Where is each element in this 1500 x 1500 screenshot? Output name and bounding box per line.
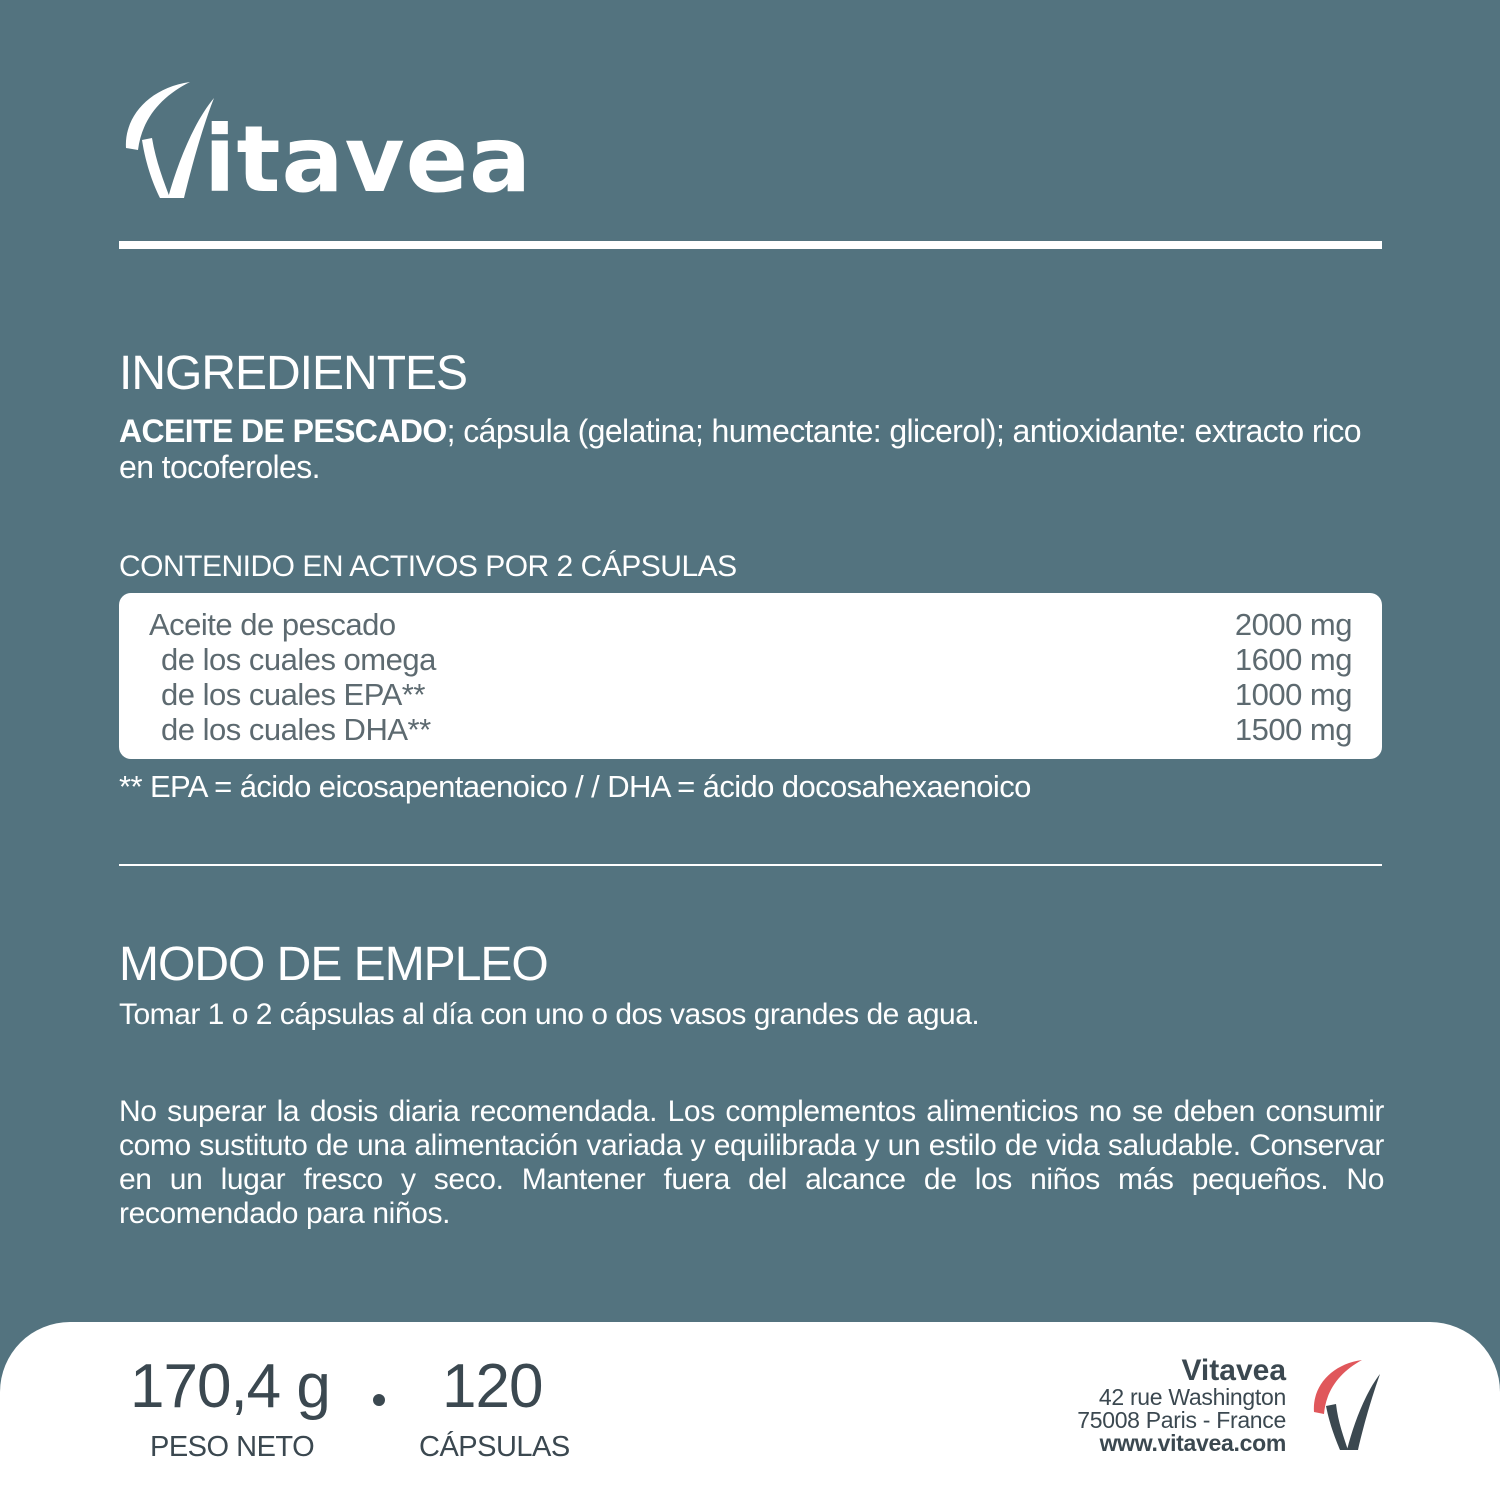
active-name: de los cuales EPA** <box>161 677 425 712</box>
vitavea-leaf-mark-icon <box>118 78 218 202</box>
actives-row <box>119 677 1382 712</box>
separator-dot <box>373 1394 385 1406</box>
company-name: Vitavea <box>1181 1354 1286 1387</box>
ingredients-title: INGREDIENTES <box>119 347 468 400</box>
active-name: Aceite de pescado <box>149 607 396 642</box>
brand-wordmark: itavea <box>204 106 533 213</box>
active-value: 2000 mg <box>1234 607 1352 642</box>
actives-row <box>119 712 1382 747</box>
active-value: 1000 mg <box>1234 677 1352 712</box>
actives-title: CONTENIDO EN ACTIVOS POR 2 CÁPSULAS <box>119 550 737 583</box>
vitavea-color-mark-icon <box>1310 1358 1384 1452</box>
footer-panel <box>0 1322 1500 1500</box>
usage-text: Tomar 1 o 2 cápsulas al día con uno o dos vasos grandes de agua. <box>119 998 980 1031</box>
actives-row <box>119 642 1382 677</box>
capsule-count-value: 120 <box>442 1352 543 1421</box>
company-website: www.vitavea.com <box>1099 1430 1286 1456</box>
ingredients-rest: ; cápsula (gelatina; humectante: glicerol); antioxidante: extracto rico en tocoferoles. <box>119 413 1361 485</box>
net-weight-value: 170,4 g <box>130 1352 330 1421</box>
usage-title: MODO DE EMPLEO <box>119 938 548 991</box>
active-name: de los cuales omega <box>161 642 436 677</box>
actives-row <box>119 607 1382 642</box>
warning-text: No superar la dosis diaria recomendada. Los complementos alimenticios no se deben consumir como sustituto de una alimentación variada y equilibrada y un estilo de vida saludable. Conservar en un lugar fresco y seco. Mantener fuera del alcance de los niños más pequeños. No recomendado para niños. <box>119 1095 1384 1230</box>
ingredients-main: ACEITE DE PESCADO <box>119 413 447 449</box>
net-weight-label: PESO NETO <box>150 1431 315 1463</box>
header-divider <box>119 241 1382 249</box>
ingredients-text <box>119 413 1384 485</box>
company-street: 42 rue Washington <box>1098 1384 1286 1410</box>
brand-logo <box>118 78 533 213</box>
active-name: de los cuales DHA** <box>161 712 431 747</box>
active-value: 1600 mg <box>1234 642 1352 677</box>
section-divider <box>119 864 1382 866</box>
actives-footnote: ** EPA = ácido eicosapentaenoico / / DHA = ácido docosahexaenoico <box>119 769 1031 804</box>
capsule-count-label: CÁPSULAS <box>419 1431 570 1463</box>
company-address <box>1077 1356 1286 1455</box>
actives-table <box>119 593 1382 759</box>
active-value: 1500 mg <box>1234 712 1352 747</box>
company-city: 75008 Paris - France <box>1077 1407 1286 1433</box>
